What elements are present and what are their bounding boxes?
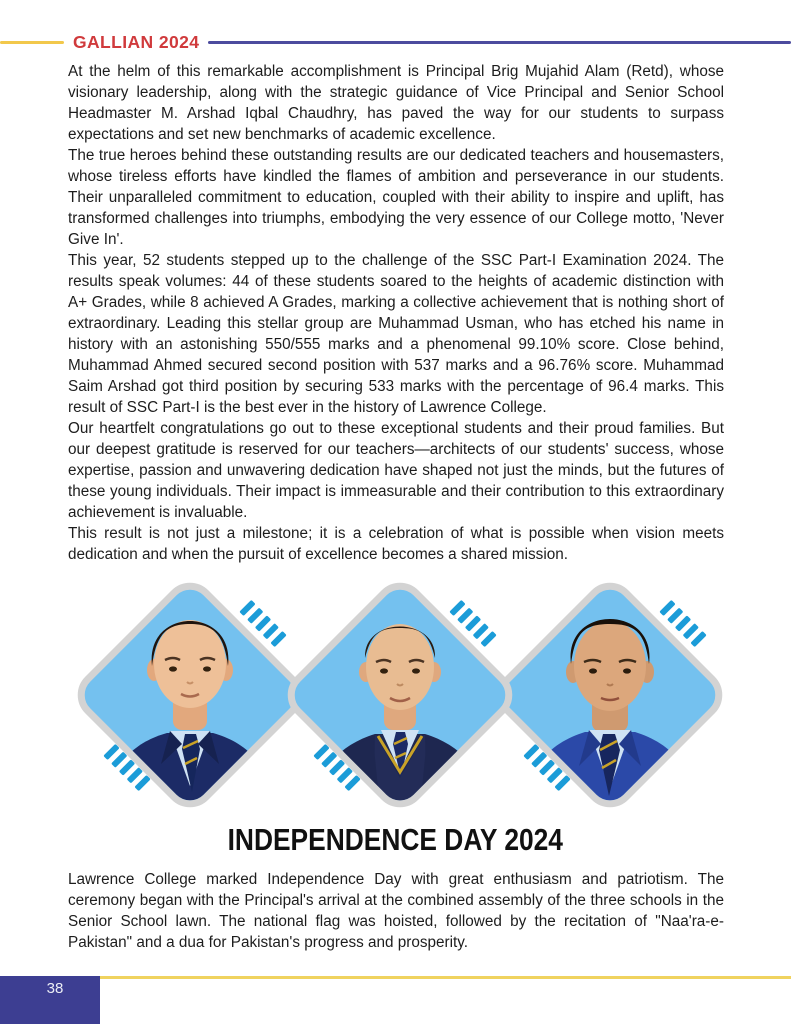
article-paragraph: Our heartfelt congratulations go out to these exceptional students and their proud families. But our deepest gratitude is reserved for our teachers—architects of our students' success, whose expertise, passion and unwavering dedication have shaped not just the minds, but the futures of these young individuals. Their impact is immeasurable and their contribution to this extraordinary achievement is invaluable. [68, 420, 724, 521]
section-title [0, 822, 791, 858]
section-title-text: INDEPENDENCE DAY 2024 [227, 822, 564, 857]
page-number-box [0, 976, 100, 1024]
student-photo-third-position [487, 572, 733, 818]
footer-rule [0, 976, 791, 979]
photo-diamond-frame [487, 572, 733, 818]
article-paragraph: Lawrence College marked Independence Day with great enthusiasm and patriotism. The ceremony began with the Principal's arrival at the combined assembly of the three schools in the Senior School lawn. The national flag was hoisted, followed by the recitation of "Naa'ra-e-Pakistan" and a dua for Pakistan's progress and prosperity. [68, 871, 724, 951]
article-paragraph: This result is not just a milestone; it is a celebration of what is possible when vision meets dedication and when the pursuit of excellence becomes a shared mission. [68, 525, 724, 563]
toppers-photo-row [0, 572, 791, 820]
student-portrait-photo [487, 572, 733, 818]
article-paragraph: This year, 52 students stepped up to the challenge of the SSC Part-I Examination 2024. The results speak volumes: 44 of these students soared to the heights of academic distinction with A+ Grades, while 8 achieved A Grades, marking a collective achievement that is nothing short of extraordinary. Leading this stellar group are Muhammad Usman, who has etched his name in history with an astonishing 550/555 marks and a phenomenal 99.10% score. Close behind, Muhammad Ahmed secured second position with 537 marks and a 96.76% score. Muhammad Saim Arshad got third position by securing 533 marks with the percentage of 96.4 marks. This result of SSC Part-I is the best ever in the history of Lawrence College. [68, 252, 724, 416]
ssc-results-article [68, 61, 724, 565]
page-header [0, 32, 791, 52]
photo-diamond-frame [277, 572, 523, 818]
page-number: 38 [46, 980, 64, 997]
student-portrait-photo [277, 572, 523, 818]
header-rule-right [208, 41, 791, 44]
student-photo-second-position [277, 572, 523, 818]
article-paragraph: The true heroes behind these outstanding results are our dedicated teachers and housemasters, whose tireless efforts have kindled the flames of ambition and perseverance in our students. Their unparalleled commitment to education, coupled with their ability to inspire and uplift, has transformed challenges into triumphs, embodying the very essence of our College motto, 'Never Give In'. [68, 147, 724, 248]
magazine-title: GALLIAN 2024 [73, 31, 200, 52]
header-rule-left [0, 41, 64, 44]
article-paragraph: At the helm of this remarkable accomplishment is Principal Brig Mujahid Alam (Retd), whose visionary leadership, along with the strategic guidance of Vice Principal and Senior School Headmaster M. Arshad Iqbal Chaudhry, has paved the way for our students to surpass expectations and set new benchmarks of academic excellence. [68, 63, 724, 143]
independence-day-article [68, 869, 724, 953]
